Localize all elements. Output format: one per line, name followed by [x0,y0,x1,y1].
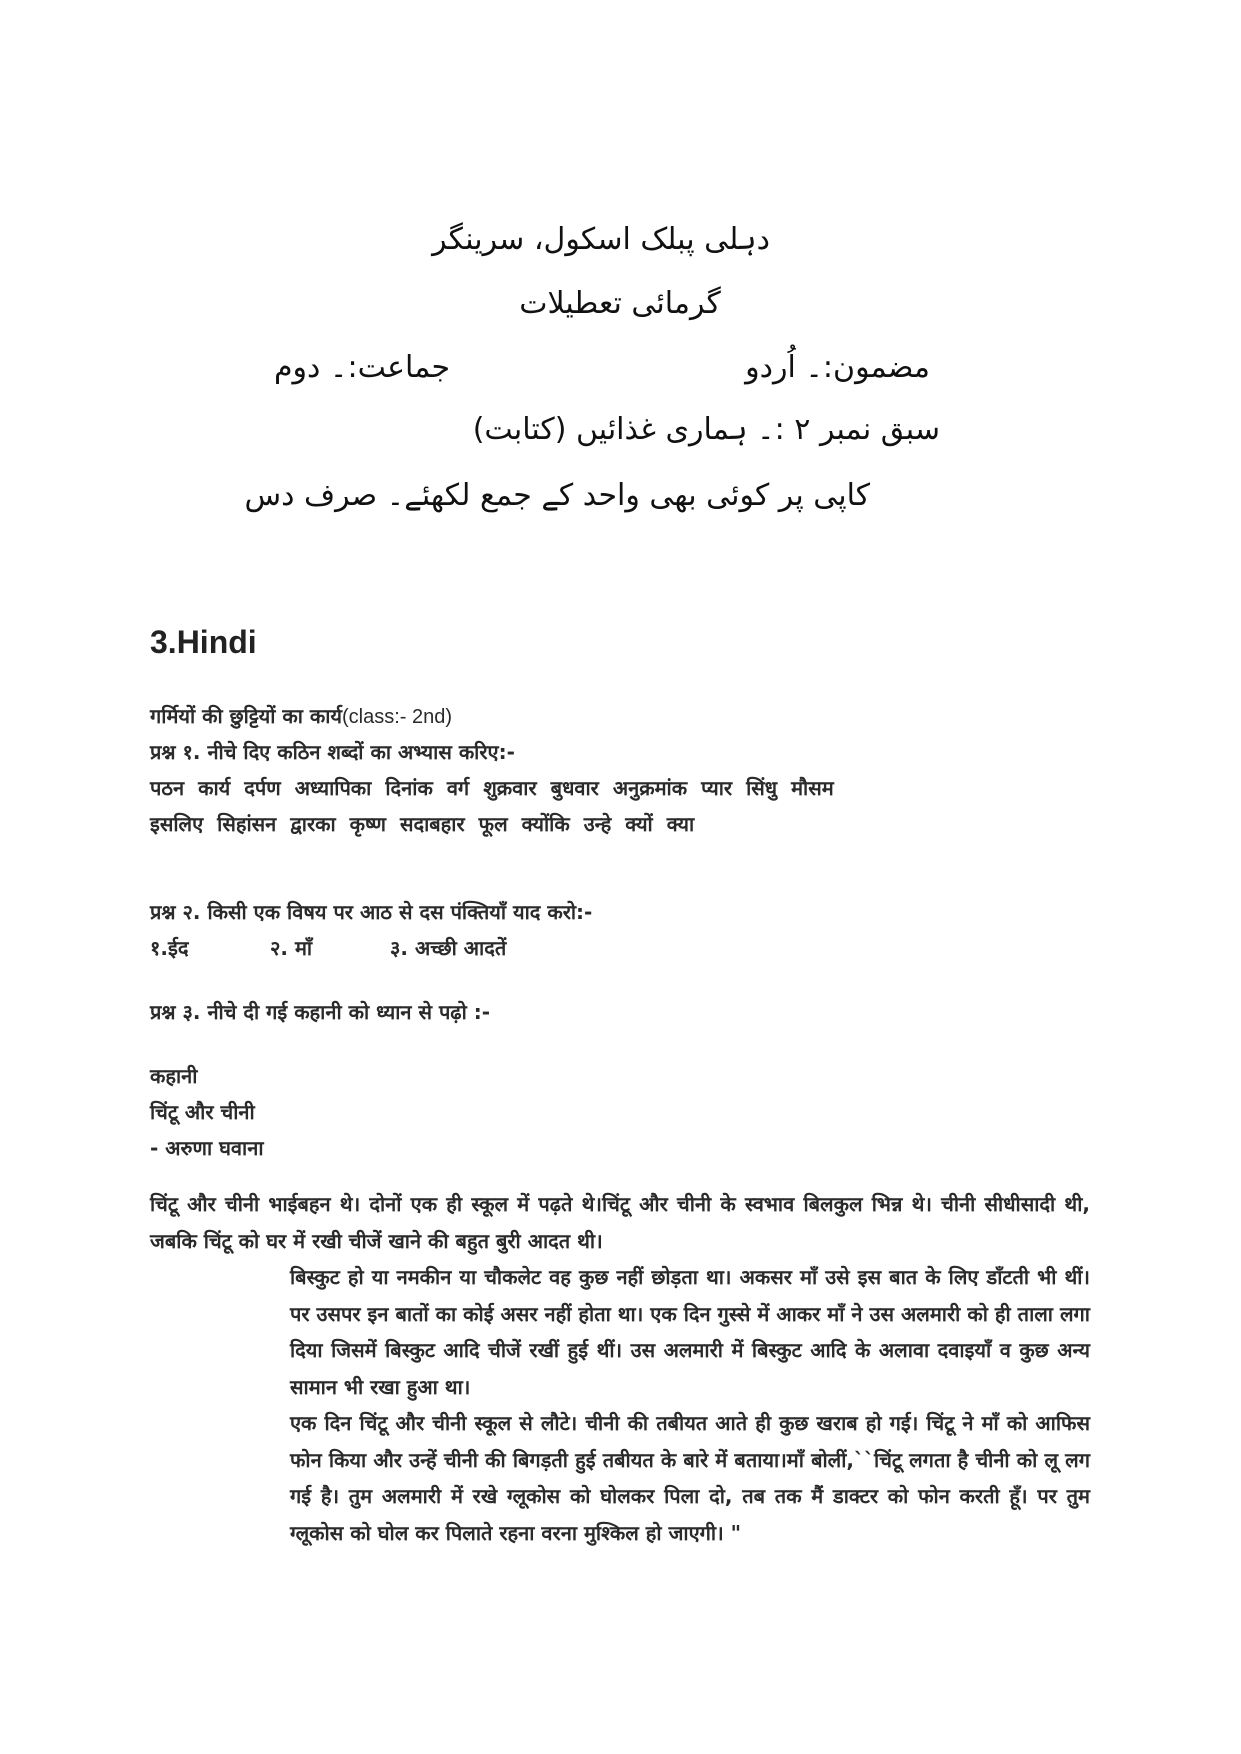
subject-label: مضمون:۔ اُردو [745,350,930,385]
option-item: १.ईद [150,936,189,960]
question-1: प्रश्न १. नीचे दिए कठिन शब्दों का अभ्यास करिए:- [150,740,515,764]
word: अनुक्रमांक [612,776,688,800]
story-label: कहानी [150,1064,198,1088]
lesson-label: سبق نمبر ۲ :۔ ہماری غذائیں (کتابت) [472,412,940,447]
vacation-title: گرمائی تعطیلات [519,286,721,321]
story-paragraph: एक दिन चिंटू और चीनी स्कूल से लौटे। चीनी की तबीयत आते ही कुछ खराब हो गई। चिंटू ने माँ को आफिस फोन किया और उन्हें चीनी की बिगड़ती हुई तबीयत के बारे में बताया।माँ बोलीं,``चिंटू लगता है चीनी को लू लग गई है। तुम अलमारी में रखे ग्लूकोस को घोलकर पिला दो, तब तक मैं डाक्टर को फोन करती हूँ। पर तुम ग्लूकोस को घोल कर पिलाते रहना वरना मुश्किल हो जाएगी। " [290,1411,1090,1545]
question-3: प्रश्न ३. नीचे दी गई कहानी को ध्यान से पढ़ो :- [150,1000,491,1024]
word: बुधवार [550,776,599,800]
question-2: प्रश्न २. किसी एक विषय पर आठ से दस पंक्तियाँ याद करो:- [150,900,593,924]
word: कार्य [198,776,231,800]
word: कृष्ण [349,812,386,836]
urdu-task: کاپی پر کوئی بھی واحد کے جمع لکھئے۔ صرف دس [244,478,870,513]
word: उन्हे [583,812,612,836]
word: इसलिए [150,812,204,836]
word: अध्यापिका [294,776,372,800]
word: पठन [150,776,185,800]
work-class: (class:- 2nd) [342,706,453,728]
word: प्यार [701,776,733,800]
words-line-2 [150,810,694,837]
work-title-line [150,702,452,729]
word: सिंधु [746,776,778,800]
word: फूल [478,812,508,836]
word: दिनांक [385,776,433,800]
option-item: ३. अच्छी आदतें [390,936,507,960]
story-author: - अरुणा घवाना [150,1136,264,1160]
section-heading: 3.Hindi [150,624,257,660]
work-title: गर्मियों की छुट्टियों का कार्य [150,704,343,728]
word: सदाबहार [399,812,465,836]
words-line-1 [150,774,834,801]
story-body [150,1186,1090,1551]
word: द्वारका [290,812,336,836]
word: मौसम [791,776,834,800]
word: क्यों [625,812,653,836]
school-name: دہلی پبلک اسکول، سرینگر [432,222,770,257]
word: दर्पण [244,776,281,800]
story-title: चिंटू और चीनी [150,1100,255,1124]
word: शुक्रवार [483,776,537,800]
word: क्योंकि [521,812,570,836]
class-label: جماعت:۔ دوم [273,350,450,385]
word: सिहांसन [217,812,277,836]
word: वर्ग [446,776,470,800]
option-item: २. माँ [270,936,313,960]
question-2-options [150,934,510,961]
story-paragraph: चिंटू और चीनी भाईबहन थे। दोनों एक ही स्कूल में पढ़ते थे।चिंटू और चीनी के स्वभाव बिलकुल भिन्न थे। चीनी सीधीसादी थी, जबकि चिंटू को घर में रखी चीजें खाने की बहुत बुरी आदत थी। [150,1192,1090,1253]
word: क्या [666,812,695,836]
story-paragraph: बिस्कुट हो या नमकीन या चौकलेट वह कुछ नहीं छोड़ता था। अकसर माँ उसे इस बात के लिए डाँटती भी थीं। पर उसपर इन बातों का कोई असर नहीं होता था। एक दिन गुस्से में आकर माँ ने उस अलमारी को ही ताला लगा दिया जिसमें बिस्कुट आदि चीजें रखीं हुई थीं। उस अलमारी में बिस्कुट आदि के अलावा दवाइयाँ व कुछ अन्य सामान भी रखा हुआ था। [290,1265,1090,1399]
